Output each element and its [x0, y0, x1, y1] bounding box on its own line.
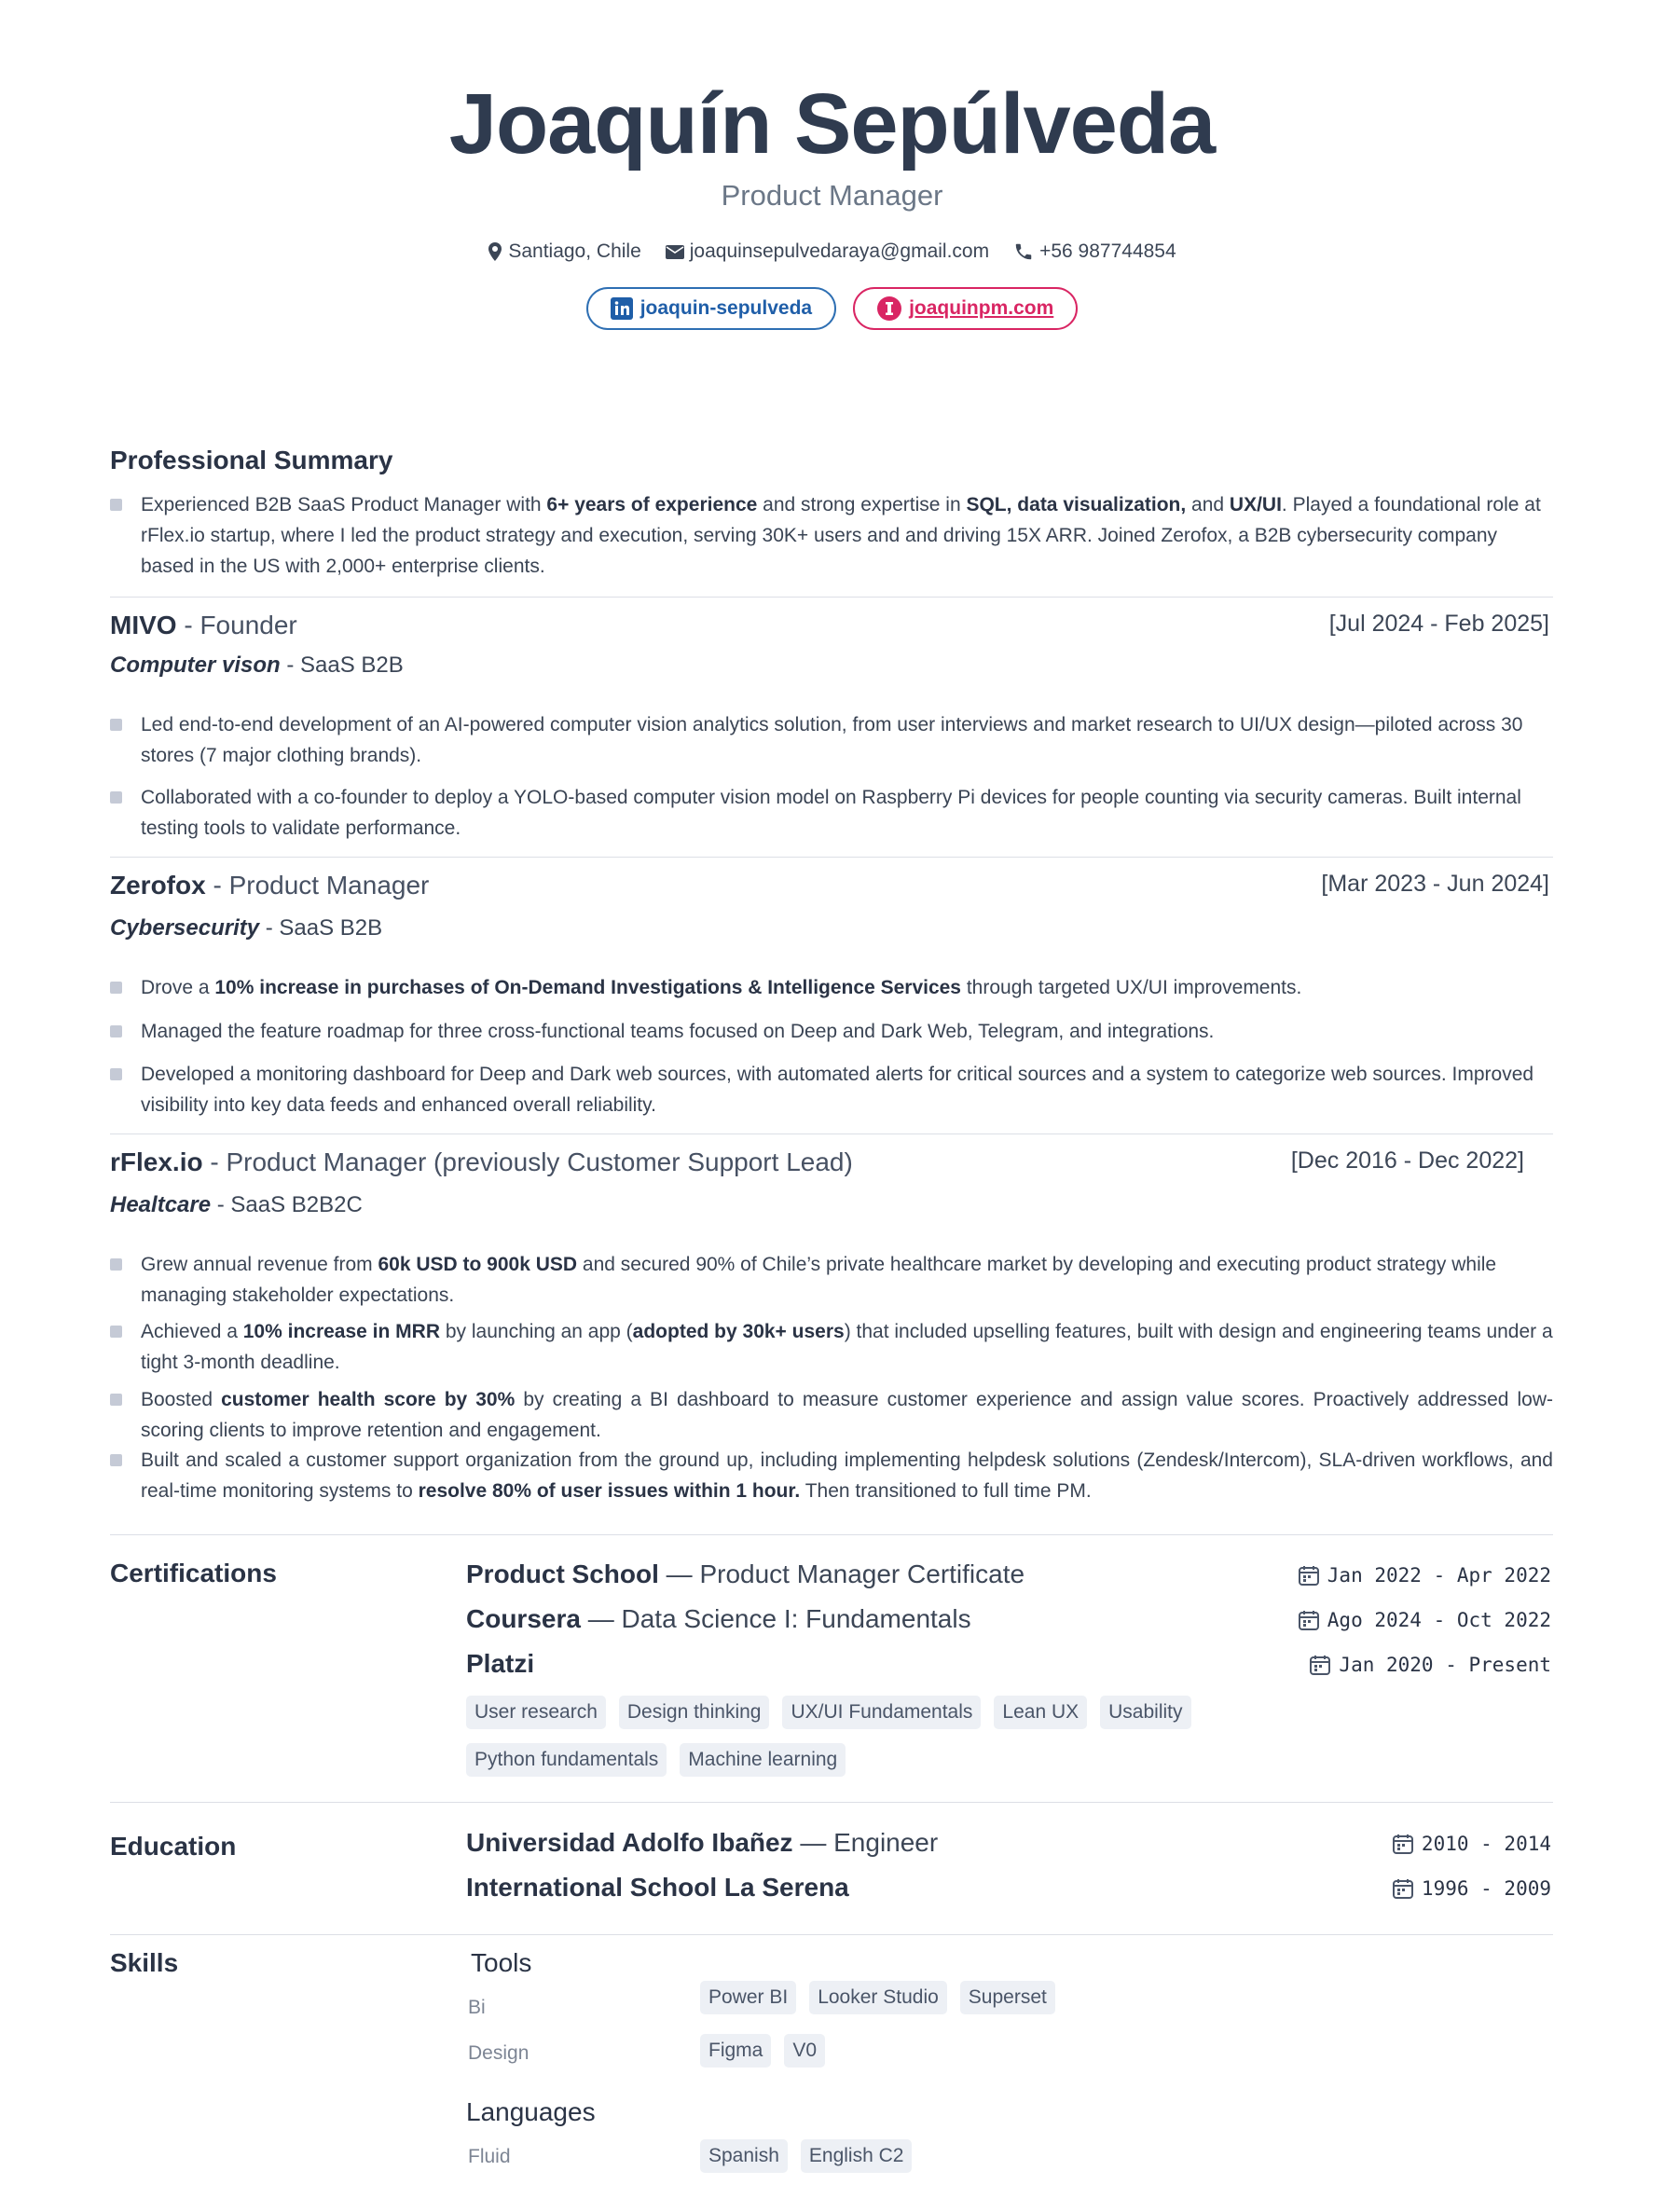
linkedin-icon [611, 297, 633, 320]
job-bullet: Grew annual revenue from 60k USD to 900k USD and secured 90% of Chile’s private healthcare market by developing and executing product strategy while managing stakeholder expectations. [110, 1249, 1553, 1311]
divider [110, 1133, 1553, 1134]
bullet-icon [110, 1394, 122, 1406]
skill-tag: Figma [700, 2034, 771, 2068]
skill-tag: V0 [784, 2034, 825, 2068]
divider [110, 1534, 1553, 1535]
job-title-mivo: MIVO - Founder [110, 611, 297, 639]
contact-info [0, 240, 1664, 263]
phone[interactable] [1013, 240, 1176, 263]
skill-tag: Superset [960, 1981, 1055, 2014]
certifications-heading: Certifications [110, 1559, 277, 1587]
skill-tag: Spanish [700, 2139, 788, 2173]
skill-tag: Lean UX [994, 1696, 1087, 1729]
education-date: 2010 - 2014 [1212, 1833, 1551, 1855]
cert-coursera: Coursera — Data Science I: Fundamentals [466, 1604, 971, 1633]
bi-tags [700, 1981, 1068, 2014]
linkedin-handle[interactable]: joaquin-sepulveda [639, 297, 813, 319]
cert-tags-row [466, 1743, 859, 1777]
skill-tag: Looker Studio [809, 1981, 947, 2014]
cert-product-school: Product School — Product Manager Certificate [466, 1559, 1025, 1588]
design-label: Design [468, 2042, 529, 2064]
bullet-icon [110, 1454, 122, 1466]
bi-label: Bi [468, 1997, 486, 2018]
bullet-icon [110, 791, 122, 804]
skill-tag: User research [466, 1696, 606, 1729]
divider [110, 597, 1553, 598]
phone-text[interactable]: +56 987744854 [1039, 240, 1176, 262]
skill-tag: English C2 [801, 2139, 913, 2173]
candidate-name: Joaquín Sepúlveda [448, 76, 1216, 172]
calendar-icon [1298, 1564, 1320, 1587]
tools-heading: Tools [471, 1948, 532, 1977]
skills-heading: Skills [110, 1948, 179, 1977]
cert-date: Jan 2020 - Present [1212, 1654, 1551, 1676]
calendar-icon [1309, 1654, 1331, 1676]
linkedin-link[interactable] [586, 287, 836, 330]
website-url[interactable]: joaquinpm.com [909, 297, 1054, 319]
job-industry-mivo: Computer vison - SaaS B2B [110, 653, 404, 678]
calendar-icon [1298, 1609, 1320, 1631]
calendar-icon [1392, 1877, 1414, 1900]
job-bullet: Led end-to-end development of an AI-powered computer vision analytics solution, from user interviews and market research to UI/UX design—piloted across 30 stores (7 major clothing brands). [110, 709, 1553, 771]
design-tags [700, 2034, 838, 2068]
skill-tag: Design thinking [619, 1696, 770, 1729]
fluid-label: Fluid [468, 2146, 511, 2167]
divider [110, 1802, 1553, 1803]
skill-tag: Usability [1100, 1696, 1190, 1729]
cert-tags-row [466, 1696, 1204, 1729]
job-industry-zerofox: Cybersecurity - SaaS B2B [110, 915, 383, 941]
job-title-rflex: rFlex.io - Product Manager (previously Customer Support Lead) [110, 1147, 853, 1176]
location [488, 240, 640, 263]
cert-date: Ago 2024 - Oct 2022 [1212, 1609, 1551, 1631]
job-bullet: Developed a monitoring dashboard for Deep and Dark web sources, with automated alerts for critical sources and a system to categorize web sources. Improved visibility into key data feeds and enhanced overall reliability. [110, 1059, 1553, 1120]
bullet-icon [110, 1025, 122, 1037]
bullet-icon [110, 982, 122, 994]
email[interactable] [666, 240, 989, 263]
cert-platzi: Platzi [466, 1649, 535, 1678]
job-bullet: Drove a 10% increase in purchases of On-Demand Investigations & Intelligence Services through targeted UX/UI improvements. [110, 972, 1553, 1003]
language-tags [700, 2139, 925, 2173]
skill-tag: Power BI [700, 1981, 796, 2014]
email-text[interactable]: joaquinsepulvedaraya@gmail.com [689, 240, 990, 262]
bullet-icon [110, 719, 122, 731]
education-uai: Universidad Adolfo Ibañez — Engineer [466, 1828, 939, 1857]
divider [110, 857, 1553, 858]
job-bullet: Collaborated with a co-founder to deploy a YOLO-based computer vision model on Raspberry Pi devices for people counting via security cameras. Built internal testing tools to validate performance. [110, 782, 1553, 844]
summary-heading: Professional Summary [110, 446, 393, 474]
job-bullet: Managed the feature roadmap for three cross-functional teams focused on Deep and Dark Web, Telegram, and integrations. [110, 1016, 1553, 1047]
skill-tag: UX/UI Fundamentals [782, 1696, 981, 1729]
cert-date: Jan 2022 - Apr 2022 [1212, 1564, 1551, 1587]
phone-icon [1013, 241, 1034, 262]
education-heading: Education [110, 1832, 237, 1861]
languages-heading: Languages [466, 2097, 596, 2126]
candidate-role: Product Manager [721, 179, 943, 212]
bullet-icon [110, 1068, 122, 1080]
job-title-zerofox: Zerofox - Product Manager [110, 871, 430, 900]
skill-tag: Machine learning [680, 1743, 846, 1777]
skill-tag: Python fundamentals [466, 1743, 667, 1777]
envelope-icon [666, 245, 684, 259]
website-icon [877, 296, 901, 321]
job-bullet: Built and scaled a customer support organization from the ground up, including implementing helpdesk solutions (Zendesk/Intercom), SLA-driven workflows, and real-time monitoring systems to resolve 80% of user issues within 1 hour. Then transitioned to full time PM. [110, 1445, 1553, 1506]
bullet-icon [110, 1326, 122, 1338]
profile-links [0, 287, 1664, 330]
bullet-icon [110, 1258, 122, 1271]
education-school: International School La Serena [466, 1873, 849, 1902]
summary-text: Experienced B2B SaaS Product Manager with 6+ years of experience and strong expertise in SQL, data visualization, and UX/UI. Played a foundational role at rFlex.io startup, where I led the product strategy and execution, serving 30K+ users and and driving 15X ARR. Joined Zerofox, a B2B cybersecurity company based in the US with 2,000+ enterprise clients. [110, 489, 1553, 582]
job-date-mivo: [Jul 2024 - Feb 2025] [1328, 611, 1549, 637]
website-link[interactable] [853, 287, 1078, 330]
job-industry-rflex: Healtcare - SaaS B2B2C [110, 1192, 363, 1217]
job-bullet: Boosted customer health score by 30% by creating a BI dashboard to measure customer experience and assign value scores. Proactively addressed low-scoring clients to improve retention and engagement. [110, 1384, 1553, 1446]
job-date-zerofox: [Mar 2023 - Jun 2024] [1321, 871, 1549, 897]
job-bullet: Achieved a 10% increase in MRR by launching an app (adopted by 30k+ users) that included upselling features, built with design and engineering teams under a tight 3-month deadline. [110, 1316, 1553, 1378]
education-date: 1996 - 2009 [1212, 1877, 1551, 1900]
bullet-icon [110, 499, 122, 511]
divider [110, 1934, 1553, 1935]
job-date-rflex: [Dec 2016 - Dec 2022] [1290, 1147, 1524, 1174]
map-pin-icon [488, 242, 502, 261]
calendar-icon [1392, 1833, 1414, 1855]
location-text: Santiago, Chile [508, 240, 641, 262]
